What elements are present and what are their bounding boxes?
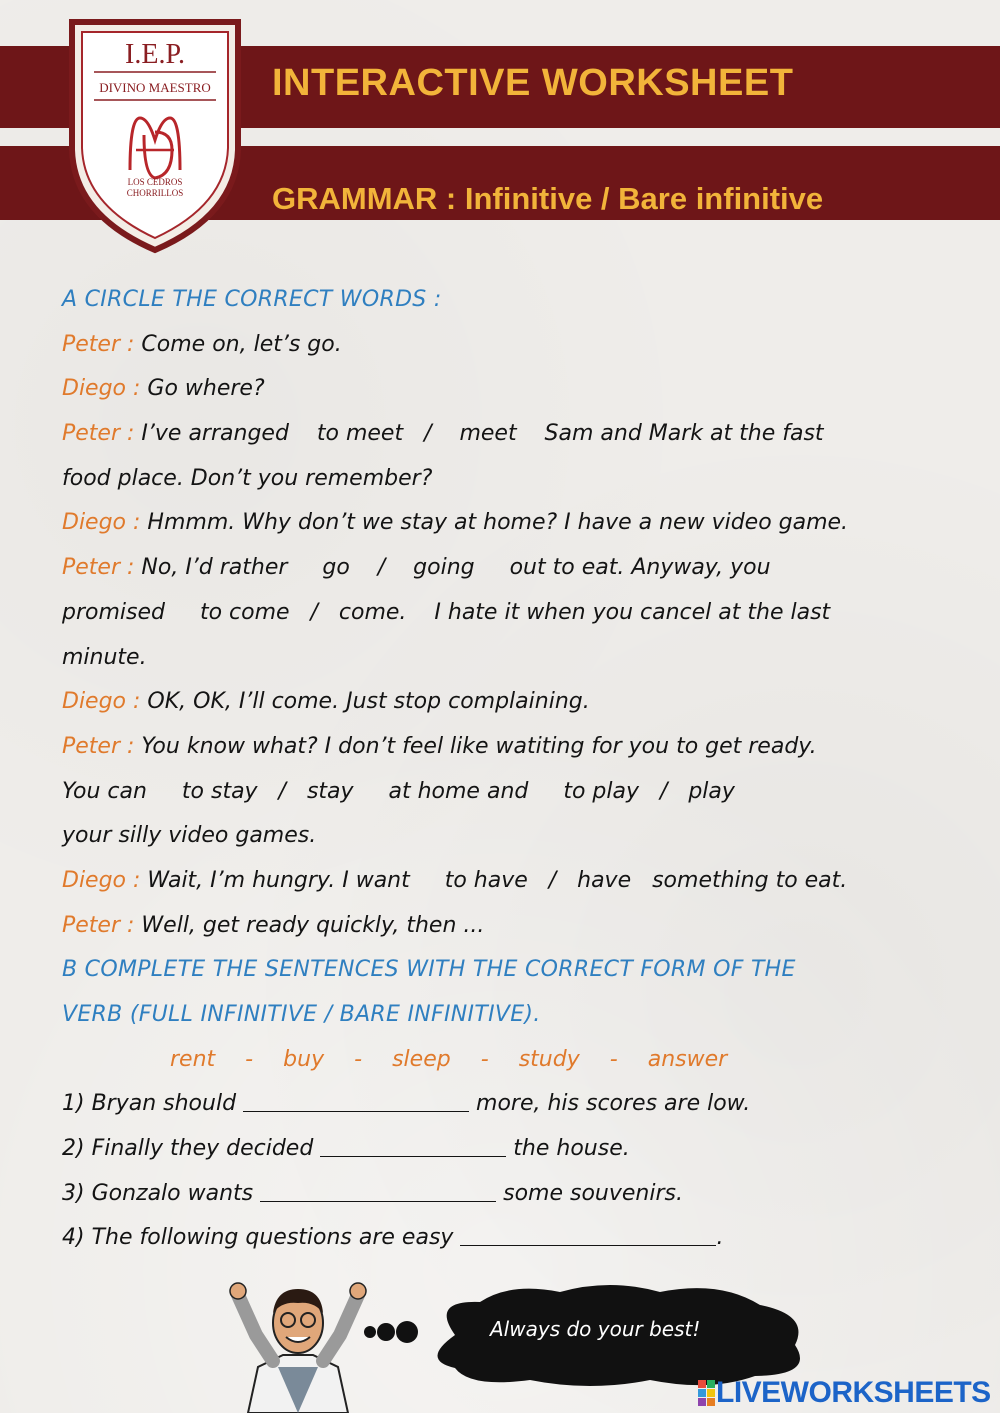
speaker-name: Peter : — [62, 555, 135, 581]
section-b-heading-line2: VERB (FULL INFINITIVE / BARE INFINITIVE). — [62, 1002, 541, 1027]
liveworksheets-logo-icon — [698, 1380, 718, 1410]
dialogue-text: You can to stay / stay at home and to play / play — [62, 778, 735, 804]
dialogue-line — [62, 546, 962, 591]
dialogue-list — [62, 323, 962, 949]
word-bank-item: answer — [647, 1046, 728, 1072]
bitmoji-avatar-icon — [228, 1275, 368, 1413]
dialogue-text: Come on, let’s go. — [134, 331, 342, 357]
speaker-name: Diego : — [62, 376, 141, 402]
word-bank-separator: - — [480, 1046, 489, 1072]
dialogue-line — [62, 904, 962, 949]
sentence-list — [62, 1082, 962, 1261]
sentence-after: more, his scores are low. — [469, 1091, 751, 1117]
dialogue-line — [62, 457, 962, 502]
crest-location-line2: CHORRILLOS — [126, 188, 184, 198]
speaker-name: Peter : — [62, 421, 135, 447]
dialogue-line — [62, 367, 962, 412]
dialogue-text: your silly video games. — [62, 823, 317, 849]
dialogue-text: Wait, I’m hungry. I want to have / have something to eat. — [140, 867, 848, 893]
dialogue-line — [62, 680, 962, 725]
worksheet-title: INTERACTIVE WORKSHEET — [272, 62, 794, 104]
word-bank-separator: - — [609, 1046, 618, 1072]
word-bank-separator: - — [354, 1046, 363, 1072]
speaker-name: Diego : — [62, 510, 141, 536]
sentence-before: 4) The following questions are easy — [62, 1225, 461, 1251]
dialogue-line — [62, 636, 962, 681]
dialogue-text: No, I’d rather go / going out to eat. Anyway, you — [134, 555, 771, 581]
crest-location-line1: LOS CEDROS — [127, 177, 183, 187]
word-bank-item: sleep — [392, 1046, 451, 1072]
liveworksheets-brand[interactable]: LIVEWORKSHEETS — [716, 1376, 991, 1409]
sentence-after: some souvenirs. — [496, 1180, 683, 1206]
worksheet-content — [62, 278, 962, 1261]
dialogue-text: promised to come / come. I hate it when you cancel at the last — [62, 599, 831, 625]
section-a-heading: A CIRCLE THE CORRECT WORDS : — [62, 287, 442, 312]
speaker-name: Diego : — [62, 867, 141, 893]
dialogue-text: I’ve arranged to meet / meet Sam and Mark at the fast — [134, 421, 824, 447]
speaker-name: Peter : — [62, 912, 135, 938]
word-bank-item: study — [518, 1046, 580, 1072]
dialogue-line — [62, 412, 962, 457]
sentence-after: . — [716, 1225, 724, 1251]
answer-blank-input[interactable] — [460, 1219, 716, 1246]
sentence-before: 2) Finally they decided — [62, 1136, 321, 1162]
speaker-name: Diego : — [62, 689, 141, 715]
sentence-before: 1) Bryan should — [62, 1091, 244, 1117]
dialogue-line — [62, 814, 962, 859]
dialogue-text: Go where? — [140, 376, 265, 402]
dialogue-line — [62, 591, 962, 636]
dialogue-text: You know what? I don’t feel like watiting for you to get ready. — [134, 733, 817, 759]
word-bank-item: buy — [283, 1046, 325, 1072]
sentence-line — [62, 1127, 962, 1172]
answer-blank-input[interactable] — [320, 1130, 506, 1157]
speaker-name: Peter : — [62, 733, 135, 759]
dialogue-line — [62, 859, 962, 904]
speaker-name: Peter : — [62, 331, 135, 357]
word-bank — [62, 1038, 962, 1083]
crest-school-name: DIVINO MAESTRO — [99, 80, 211, 95]
dialogue-text: Well, get ready quickly, then ... — [134, 912, 485, 938]
dialogue-line — [62, 770, 962, 815]
word-bank-item: rent — [170, 1046, 216, 1072]
sentence-line — [62, 1216, 962, 1261]
sentence-line — [62, 1172, 962, 1217]
dialogue-text: minute. — [62, 644, 147, 670]
sentence-line — [62, 1082, 962, 1127]
bubble-text: Always do your best! — [490, 1317, 701, 1341]
answer-blank-input[interactable] — [260, 1175, 496, 1202]
dialogue-text: food place. Don’t you remember? — [62, 465, 433, 491]
worksheet-subtitle: GRAMMAR : Infinitive / Bare infinitive — [272, 181, 824, 216]
dialogue-line — [62, 501, 962, 546]
dialogue-line — [62, 323, 962, 368]
word-bank-separator: - — [245, 1046, 254, 1072]
dialogue-text: Hmmm. Why don’t we stay at home? I have a new video game. — [140, 510, 849, 536]
sentence-before: 3) Gonzalo wants — [62, 1180, 261, 1206]
dialogue-text: OK, OK, I’ll come. Just stop complaining. — [140, 689, 590, 715]
dialogue-line — [62, 725, 962, 770]
sentence-after: the house. — [506, 1136, 630, 1162]
answer-blank-input[interactable] — [243, 1085, 469, 1112]
crest-iep-text: I.E.P. — [125, 39, 185, 70]
section-b-heading-line1: B COMPLETE THE SENTENCES WITH THE CORRECT FORM OF THE — [62, 957, 796, 983]
